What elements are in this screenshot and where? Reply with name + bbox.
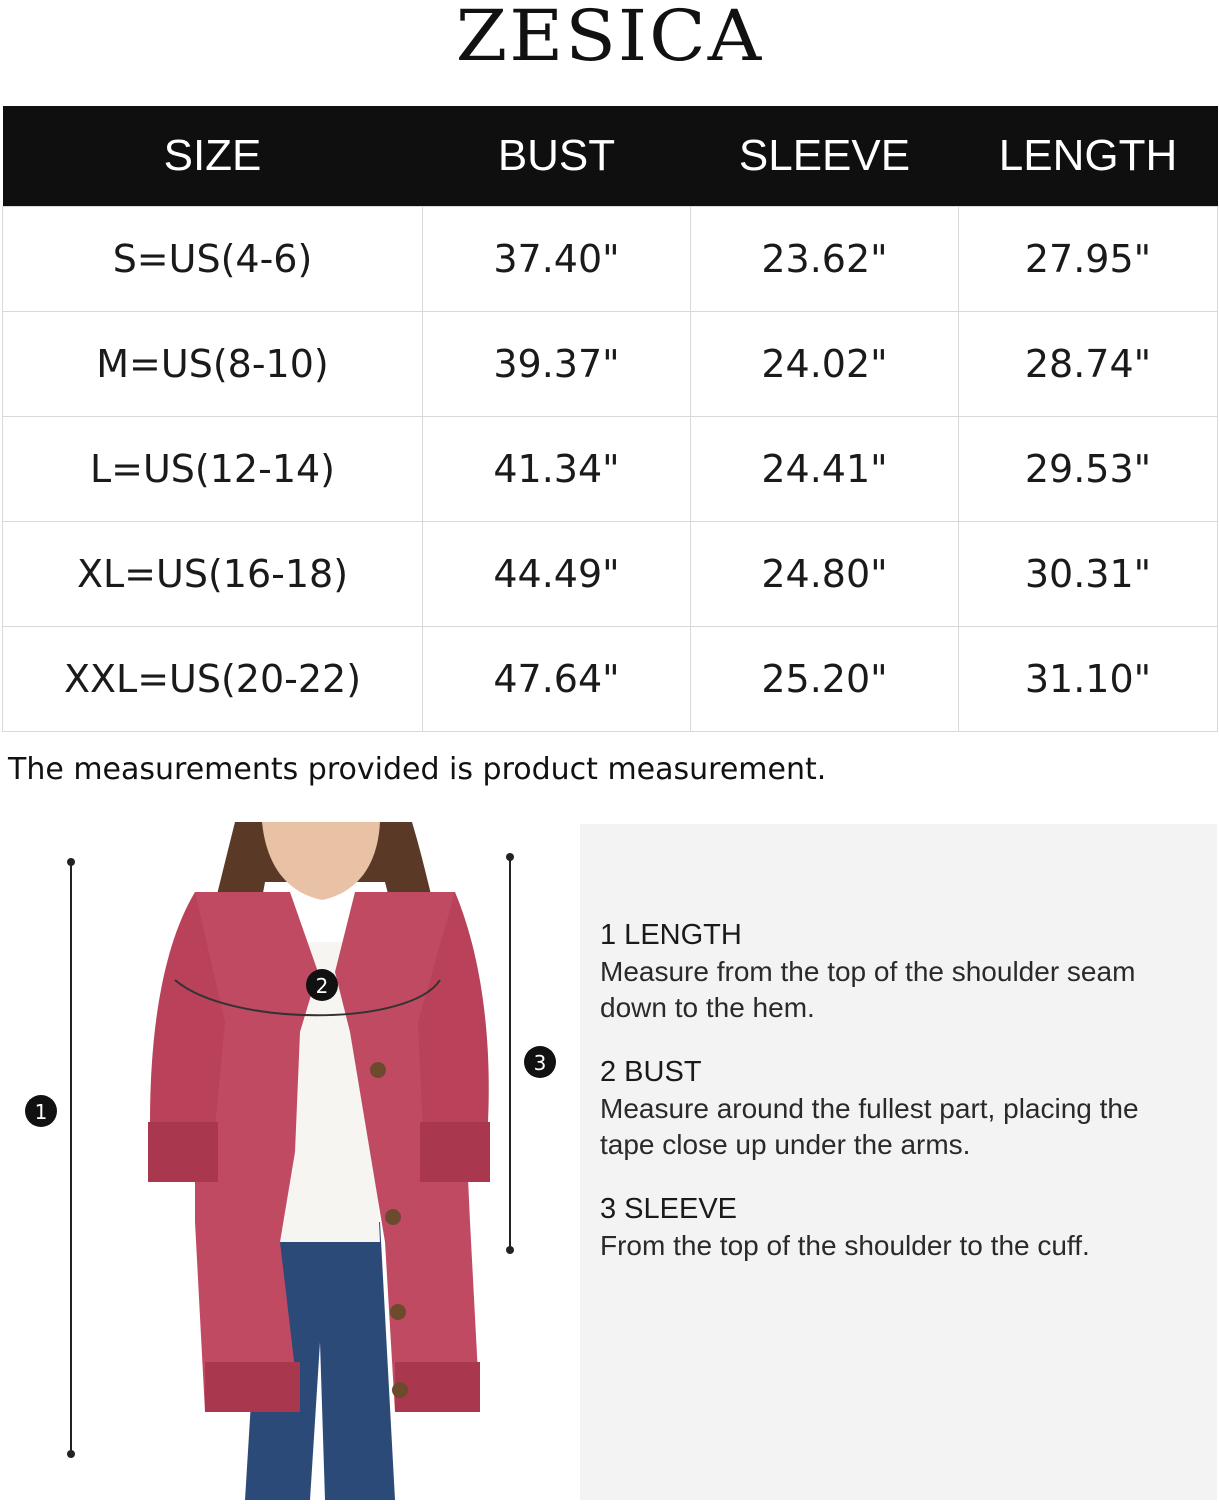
- table-row: [3, 312, 1218, 417]
- marker-2: [306, 969, 338, 1001]
- guide-title: 2 BUST: [600, 1056, 702, 1088]
- button-icon: [370, 1062, 386, 1078]
- cell-bust: 39.37": [423, 312, 691, 417]
- guide-title: 1 LENGTH: [600, 919, 742, 951]
- cell-sleeve: 25.20": [691, 627, 959, 732]
- cell-bust: 41.34": [423, 417, 691, 522]
- cell-size: L=US(12-14): [3, 417, 423, 522]
- cell-length: 30.31": [959, 522, 1218, 627]
- left-hem-shape: [205, 1362, 300, 1412]
- marker-1-label: 1: [34, 1100, 48, 1124]
- marker-1: [25, 1095, 57, 1127]
- button-icon: [392, 1382, 408, 1398]
- table-row: [3, 207, 1218, 312]
- cell-length: 28.74": [959, 312, 1218, 417]
- right-hem-shape: [395, 1362, 480, 1412]
- button-icon: [390, 1304, 406, 1320]
- length-line-endpoint: [67, 858, 75, 866]
- marker-3: [524, 1046, 556, 1078]
- cell-size: M=US(8-10): [3, 312, 423, 417]
- cell-sleeve: 24.80": [691, 522, 959, 627]
- header-sleeve: SLEEVE: [691, 106, 959, 207]
- size-chart-table: [2, 106, 1218, 732]
- table-row: [3, 417, 1218, 522]
- guide-item-length: [600, 918, 1180, 1026]
- sleeve-line-endpoint: [506, 1246, 514, 1254]
- cell-length: 27.95": [959, 207, 1218, 312]
- face-neck-shape: [262, 822, 380, 900]
- cell-size: S=US(4-6): [3, 207, 423, 312]
- header-size: SIZE: [3, 106, 423, 207]
- right-cuff-shape: [420, 1122, 490, 1182]
- model-illustration: [0, 822, 580, 1500]
- left-cuff-shape: [148, 1122, 218, 1182]
- guide-description: From the top of the shoulder to the cuff.: [600, 1230, 1090, 1261]
- cell-bust: 47.64": [423, 627, 691, 732]
- header-bust: BUST: [423, 106, 691, 207]
- table-row: [3, 627, 1218, 732]
- cell-bust: 44.49": [423, 522, 691, 627]
- marker-2-label: 2: [315, 974, 329, 998]
- measurement-guide-panel: [580, 824, 1217, 1500]
- table-header-row: [3, 106, 1218, 207]
- marker-3-label: 3: [533, 1051, 547, 1075]
- guide-description: Measure around the fullest part, placing the tape close up under the arms.: [600, 1093, 1139, 1160]
- cell-length: 29.53": [959, 417, 1218, 522]
- table-row: [3, 522, 1218, 627]
- button-icon: [385, 1209, 401, 1225]
- measurement-figure: [0, 822, 580, 1500]
- guide-item-bust: [600, 1055, 1180, 1163]
- sleeve-line-endpoint: [506, 853, 514, 861]
- guide-title: 3 SLEEVE: [600, 1193, 738, 1225]
- brand-logo: ZESICA: [455, 0, 764, 78]
- cell-bust: 37.40": [423, 207, 691, 312]
- cell-length: 31.10": [959, 627, 1218, 732]
- length-line-endpoint: [67, 1450, 75, 1458]
- cell-size: XL=US(16-18): [3, 522, 423, 627]
- guide-description: Measure from the top of the shoulder seam down to the hem.: [600, 956, 1136, 1023]
- cell-sleeve: 24.41": [691, 417, 959, 522]
- cell-sleeve: 23.62": [691, 207, 959, 312]
- measurement-note: The measurements provided is product measurement.: [8, 752, 827, 787]
- cell-sleeve: 24.02": [691, 312, 959, 417]
- cell-size: XXL=US(20-22): [3, 627, 423, 732]
- guide-item-sleeve: [600, 1192, 1180, 1264]
- header-length: LENGTH: [959, 106, 1218, 207]
